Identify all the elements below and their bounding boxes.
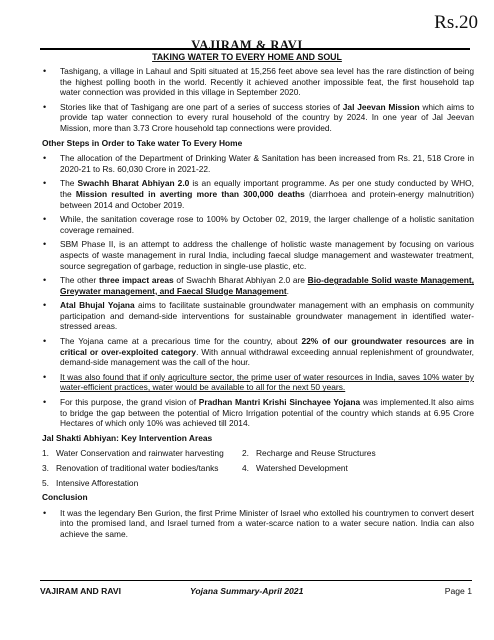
list-item: • For this purpose, the grand vision of Pradhan Mantri Krishi Sinchayee Yojana was implemented.It also aims to bridge the gap between the potential of Micro Irrigation potential of the country which stands at 6.95 Crore Hectares of which only 10% was achieved till 2014. (43, 397, 474, 429)
bullet-icon: • (43, 178, 47, 189)
section-heading: Conclusion (42, 492, 88, 503)
list-item: • The Swachh Bharat Abhiyan 2.0 is an equally important programme. As per one study conducted by WHO, the Mission resulted in averting more than 300,000 deaths (diarrhoea and protein-energy malnutrition) between 2014 and October 2019. (43, 178, 475, 210)
brand-header: VAJIRAM & RAVI (191, 38, 303, 52)
area-item: 1. Water Conservation and rainwater harvesting (42, 448, 224, 459)
area-item: 3. Renovation of traditional water bodies/tanks (42, 463, 219, 473)
bullet-icon: • (43, 214, 47, 225)
list-item: • The allocation of the Department of Drinking Water & Sanitation has been increased from Rs. 21, 518 Crore in 2020-21 to Rs. 60,030 Crore in 2021-22. (43, 153, 474, 174)
footer-brand: VAJIRAM AND RAVI (40, 586, 122, 596)
header-rule (40, 48, 470, 50)
bullet-icon: • (43, 507, 47, 518)
section-heading: Other Steps in Order to Take water To Every Home (42, 137, 243, 148)
bullet-icon: • (43, 153, 47, 164)
page-subtitle: TAKING WATER TO EVERY HOME AND SOUL (152, 52, 342, 62)
document-body (42, 66, 474, 544)
list-item: • Tashigang, a village in Lahaul and Spiti situated at 15,256 feet above sea level has the rare distinction of being the highest polling booth in the world. Recently it achieved another impossible feat, the first household tap water connection was provided in this village in September 2020. (43, 66, 474, 98)
area-item: 2. Recharge and Reuse Structures (242, 448, 376, 459)
list-item: • The Yojana came at a precarious time for the country, about 22% of our groundwater resources are in critical or over-exploited category. With annual withdrawal exceeding annual replenishment of groundwater, demand-side management was the call of the hour. (43, 336, 474, 368)
bullet-icon: • (43, 101, 47, 112)
price-label: Rs.20 (434, 12, 478, 33)
bullet-icon: • (43, 66, 47, 76)
list-item: • While, the sanitation coverage rose to 100% by October 02, 2019, the larger challenge of a holistic sanitation coverage remained. (43, 214, 474, 235)
area-item: 4. Watershed Development (242, 463, 348, 473)
footer-title: Yojana Summary-April 2021 (190, 586, 304, 596)
list-item: • Stories like that of Tashigang are one part of a series of success stories of Jal Jeevan Mission which aims to provide tap water connection to every rural household of the country by 2024. In one year of Jal Jeevan Mission, more than 3.73 Crore household tap connections were provided. (43, 101, 474, 133)
bullet-icon: • (43, 397, 47, 408)
bullet-icon: • (43, 371, 47, 382)
section-heading: Jal Shakti Abhiyan: Key Intervention Areas (42, 432, 213, 443)
list-item: • SBM Phase II, is an attempt to address the challenge of holistic waste management by focusing on various aspects of waste management in rural India, including faecal sludge management and wastewater treatment, source segregation of garbage, reduction in single-use plastic, etc. (43, 239, 474, 271)
bullet-icon: • (43, 275, 47, 286)
bullet-icon: • (43, 336, 47, 347)
bullet-icon: • (43, 239, 47, 250)
intervention-areas-list (42, 448, 474, 488)
footer-rule (40, 580, 472, 581)
list-item: • Atal Bhujal Yojana aims to facilitate sustainable groundwater management with an emphasis on community participation and demand-side interventions for sustainable groundwater management in identified water-stressed areas. (43, 300, 474, 332)
area-item: 5. Intensive Afforestation (42, 477, 139, 488)
list-item: • It was also found that if only agriculture sector, the prime user of water resources in India, saves 10% water by water-efficient practices, water would be available to all for the next 50 years. (43, 371, 474, 393)
page-number: Page 1 (444, 586, 472, 596)
list-item: • The other three impact areas of Swachh Bharat Abhiyan 2.0 are Bio-degradable Solid waste Management, Greywater management, and Faecal Sludge Management. (43, 275, 474, 296)
list-item: • It was the legendary Ben Gurion, the first Prime Minister of Israel who extolled his countrymen to convert desert into the promised land, and Israel turned from a water-scarce nation to a water secure nation. India can also achieve the same. (43, 507, 474, 539)
bullet-icon: • (43, 300, 47, 311)
